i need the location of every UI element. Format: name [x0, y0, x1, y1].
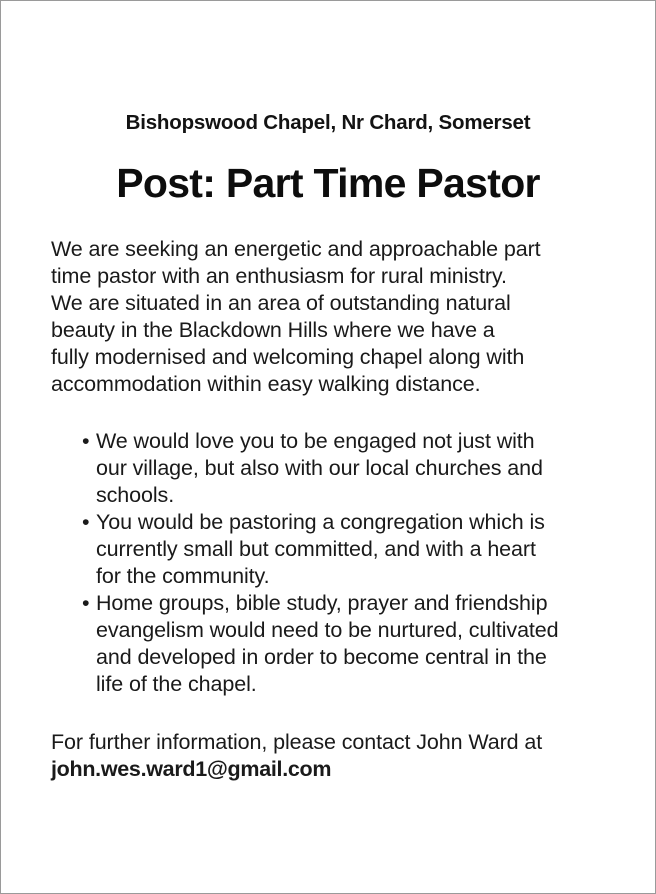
bullet-icon: •: [82, 591, 90, 616]
contact-block: [51, 698, 605, 783]
bullet-icon: •: [82, 429, 90, 454]
bullet-icon: •: [82, 510, 90, 535]
intro-paragraph: [51, 206, 605, 398]
list-item-line: our village, but also with our local churches and: [96, 456, 543, 481]
list-item-line: schools.: [96, 483, 175, 508]
intro-line: accommodation within easy walking distance.: [51, 372, 481, 397]
page-title: Post: Part Time Pastor: [116, 159, 540, 206]
intro-line: We are seeking an energetic and approachable part: [51, 237, 541, 262]
list-item-line: for the community.: [96, 564, 270, 589]
list-item-line: Home groups, bible study, prayer and friendship: [96, 591, 548, 616]
chapel-location-subtitle: Bishopswood Chapel, Nr Chard, Somerset: [125, 111, 531, 134]
contact-instruction: For further information, please contact John Ward at: [51, 730, 543, 755]
list-item-line: We would love you to be engaged not just with: [96, 429, 535, 454]
poster-content: [1, 1, 655, 893]
list-item: [51, 428, 605, 509]
list-item-line: evangelism would need to be nurtured, cultivated: [96, 618, 559, 643]
list-item-line: life of the chapel.: [96, 672, 257, 697]
list-item-line: and developed in order to become central in the: [96, 645, 547, 670]
contact-email[interactable]: john.wes.ward1@gmail.com: [51, 757, 332, 782]
intro-line: beauty in the Blackdown Hills where we have a: [51, 318, 495, 343]
intro-line: fully modernised and welcoming chapel along with: [51, 345, 525, 370]
list-item: [51, 509, 605, 590]
responsibilities-list: [51, 398, 605, 698]
intro-line: We are situated in an area of outstanding natural: [51, 291, 511, 316]
list-item-line: currently small but committed, and with a heart: [96, 537, 536, 562]
list-item: [51, 590, 605, 698]
intro-line: time pastor with an enthusiasm for rural ministry.: [51, 264, 507, 289]
list-item-line: You would be pastoring a congregation which is: [96, 510, 545, 535]
